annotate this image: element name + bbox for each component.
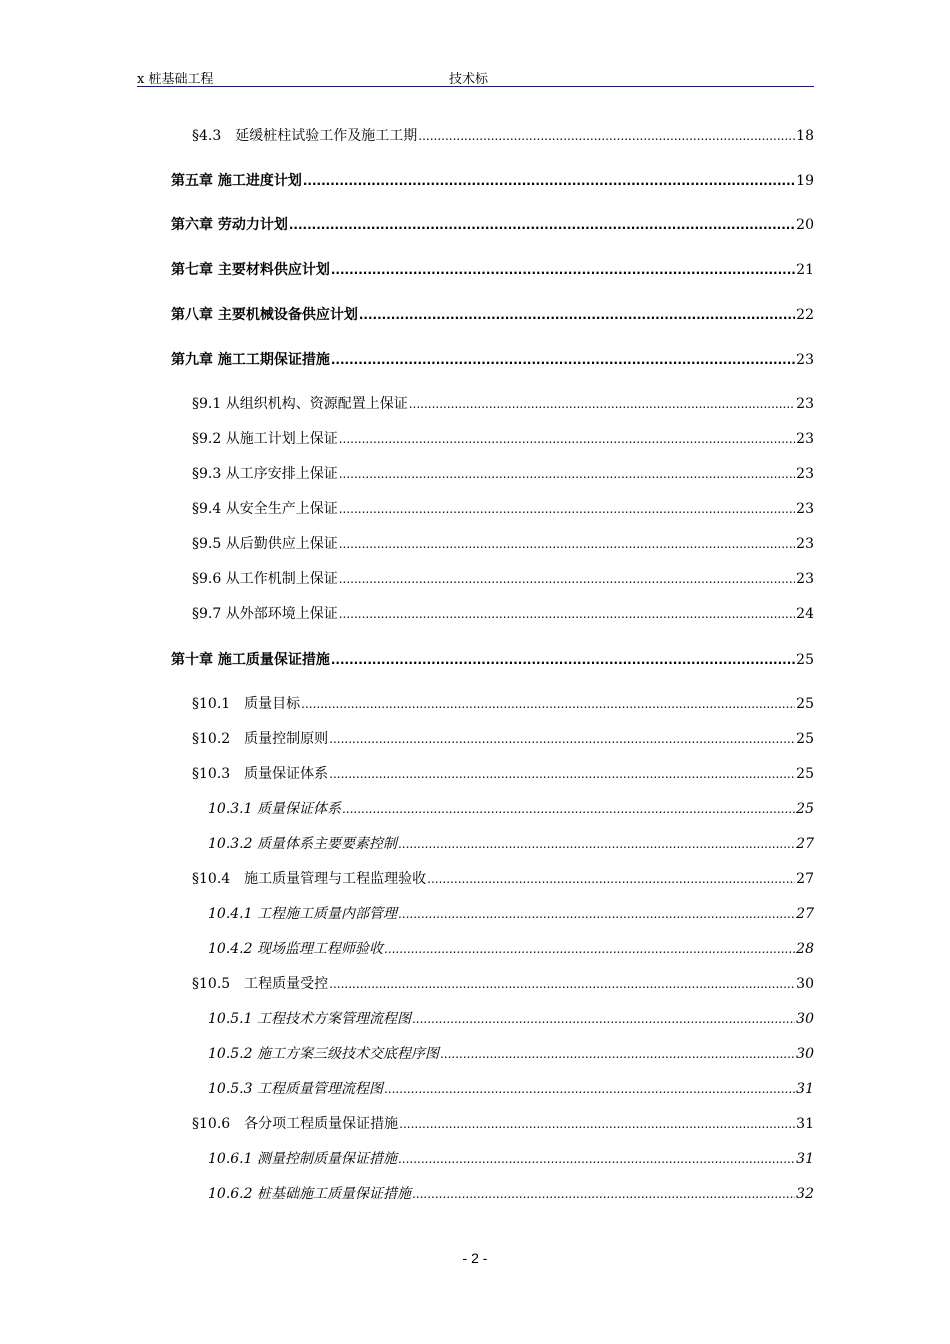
toc-entry[interactable]: [208, 1079, 814, 1099]
toc-entry-title: §9.1 从组织机构、资源配置上保证: [192, 396, 408, 412]
toc-entry-page: 27: [796, 906, 814, 922]
toc-entry[interactable]: [171, 350, 814, 370]
toc-leader-dots: [398, 834, 795, 854]
toc-entry-title: §10.5 工程质量受控: [192, 976, 329, 992]
toc-entry[interactable]: [208, 904, 814, 924]
toc-entry[interactable]: [171, 260, 814, 280]
toc-entry-page: 30: [796, 976, 814, 992]
toc-leader-dots: [418, 126, 795, 146]
toc-entry-page: 22: [796, 307, 814, 323]
toc-leader-dots: [303, 171, 795, 191]
toc-entry-page: 31: [796, 1116, 814, 1132]
toc-entry-page: 25: [796, 731, 814, 747]
toc-entry-page: 31: [796, 1151, 814, 1167]
toc-entry-title: §10.2 质量控制原则: [192, 731, 329, 747]
header-document-name: x 桩基础工程: [137, 72, 214, 87]
toc-leader-dots: [329, 764, 795, 784]
toc-entry-page: 25: [796, 696, 814, 712]
toc-entry[interactable]: [192, 729, 814, 749]
toc-entry-page: 24: [796, 606, 814, 622]
toc-entry-page: 25: [796, 766, 814, 782]
toc-entry-title: 第八章 主要机械设备供应计划: [171, 307, 358, 323]
toc-entry-page: 30: [796, 1011, 814, 1027]
toc-entry[interactable]: [192, 694, 814, 714]
toc-leader-dots: [409, 394, 795, 414]
page-number: - 2 -: [462, 1250, 488, 1266]
toc-entry-title: 第七章 主要材料供应计划: [171, 262, 330, 278]
toc-entry-page: 23: [796, 536, 814, 552]
toc-entry[interactable]: [192, 604, 814, 624]
toc-entry-page: 23: [796, 431, 814, 447]
toc-entry-title: §10.4 施工质量管理与工程监理验收: [192, 871, 427, 887]
toc-entry-title: 10.3.1 质量保证体系: [208, 801, 341, 817]
toc-entry-title: §10.3 质量保证体系: [192, 766, 329, 782]
toc-leader-dots: [398, 904, 795, 924]
toc-entry-page: 25: [796, 801, 814, 817]
toc-entry-title: 第六章 劳动力计划: [171, 217, 288, 233]
toc-entry-page: 23: [796, 501, 814, 517]
toc-entry[interactable]: [208, 939, 814, 959]
toc-entry[interactable]: [192, 1114, 814, 1134]
toc-leader-dots: [339, 534, 795, 554]
toc-entry[interactable]: [192, 126, 814, 146]
toc-entry-title: 10.6.2 桩基础施工质量保证措施: [208, 1186, 411, 1202]
toc-entry-page: 30: [796, 1046, 814, 1062]
toc-leader-dots: [329, 974, 795, 994]
toc-entry-title: §9.5 从后勤供应上保证: [192, 536, 338, 552]
toc-leader-dots: [440, 1044, 795, 1064]
toc-leader-dots: [339, 464, 795, 484]
toc-entry-title: §9.3 从工序安排上保证: [192, 466, 338, 482]
toc-entry-title: 10.4.1 工程施工质量内部管理: [208, 906, 397, 922]
toc-entry-title: 第十章 施工质量保证措施: [171, 652, 330, 668]
toc-entry[interactable]: [192, 869, 814, 889]
toc-leader-dots: [331, 650, 795, 670]
toc-entry[interactable]: [192, 499, 814, 519]
toc-entry-page: 23: [796, 466, 814, 482]
toc-entry-title: 10.3.2 质量体系主要要素控制: [208, 836, 397, 852]
toc-entry-page: 21: [796, 262, 814, 278]
toc-entry-page: 27: [796, 836, 814, 852]
toc-leader-dots: [339, 569, 795, 589]
toc-leader-dots: [427, 869, 795, 889]
toc-entry-title: §4.3 延缓桩柱试验工作及施工工期: [192, 128, 418, 144]
toc-entry-page: 19: [796, 173, 814, 189]
toc-leader-dots: [289, 215, 795, 235]
toc-leader-dots: [339, 604, 795, 624]
toc-leader-dots: [384, 939, 795, 959]
toc-entry-page: 18: [796, 128, 814, 144]
toc-entry[interactable]: [192, 534, 814, 554]
toc-entry[interactable]: [192, 974, 814, 994]
toc-entry-title: 10.5.2 施工方案三级技术交底程序图: [208, 1046, 439, 1062]
toc-leader-dots: [331, 260, 795, 280]
toc-leader-dots: [342, 799, 795, 819]
header-section-title: 技术标: [449, 72, 489, 87]
toc-entry-title: §10.1 质量目标: [192, 696, 301, 712]
toc-entry-page: 20: [796, 217, 814, 233]
toc-entry[interactable]: [208, 1044, 814, 1064]
toc-entry[interactable]: [208, 834, 814, 854]
toc-entry[interactable]: [192, 764, 814, 784]
toc-entry[interactable]: [208, 1009, 814, 1029]
toc-entry-title: 第五章 施工进度计划: [171, 173, 302, 189]
toc-entry-title: 10.5.3 工程质量管理流程图: [208, 1081, 383, 1097]
toc-entry[interactable]: [192, 464, 814, 484]
toc-leader-dots: [359, 305, 795, 325]
toc-leader-dots: [301, 694, 795, 714]
toc-entry-title: §10.6 各分项工程质量保证措施: [192, 1116, 399, 1132]
toc-entry-title: §9.7 从外部环境上保证: [192, 606, 338, 622]
toc-leader-dots: [412, 1009, 795, 1029]
toc-entry[interactable]: [192, 429, 814, 449]
toc-leader-dots: [412, 1184, 795, 1204]
toc-entry-title: 10.5.1 工程技术方案管理流程图: [208, 1011, 411, 1027]
toc-entry[interactable]: [208, 1149, 814, 1169]
toc-entry[interactable]: [171, 650, 814, 670]
toc-leader-dots: [329, 729, 795, 749]
toc-entry-page: 28: [796, 941, 814, 957]
toc-entry-page: 27: [796, 871, 814, 887]
toc-entry[interactable]: [192, 569, 814, 589]
toc-entry-page: 23: [796, 352, 814, 368]
toc-leader-dots: [339, 499, 795, 519]
toc-entry-page: 31: [796, 1081, 814, 1097]
toc-entry[interactable]: [192, 394, 814, 414]
toc-entry-title: §9.4 从安全生产上保证: [192, 501, 338, 517]
page-header: [137, 66, 814, 87]
toc-entry[interactable]: [208, 1184, 814, 1204]
toc-entry-page: 32: [796, 1186, 814, 1202]
toc-entry-title: §9.6 从工作机制上保证: [192, 571, 338, 587]
toc-entry-page: 23: [796, 396, 814, 412]
toc-entry-title: 第九章 施工工期保证措施: [171, 352, 330, 368]
toc-entry[interactable]: [208, 799, 814, 819]
toc-leader-dots: [339, 429, 795, 449]
toc-leader-dots: [398, 1149, 795, 1169]
toc-entry-title: §9.2 从施工计划上保证: [192, 431, 338, 447]
toc-entry-title: 10.4.2 现场监理工程师验收: [208, 941, 383, 957]
toc-entry[interactable]: [171, 171, 814, 191]
toc-entry[interactable]: [171, 215, 814, 235]
toc-leader-dots: [384, 1079, 795, 1099]
toc-entry-title: 10.6.1 测量控制质量保证措施: [208, 1151, 397, 1167]
toc-leader-dots: [331, 350, 795, 370]
toc-entry[interactable]: [171, 305, 814, 325]
toc-entry-page: 25: [796, 652, 814, 668]
toc-entry-page: 23: [796, 571, 814, 587]
toc-leader-dots: [399, 1114, 795, 1134]
